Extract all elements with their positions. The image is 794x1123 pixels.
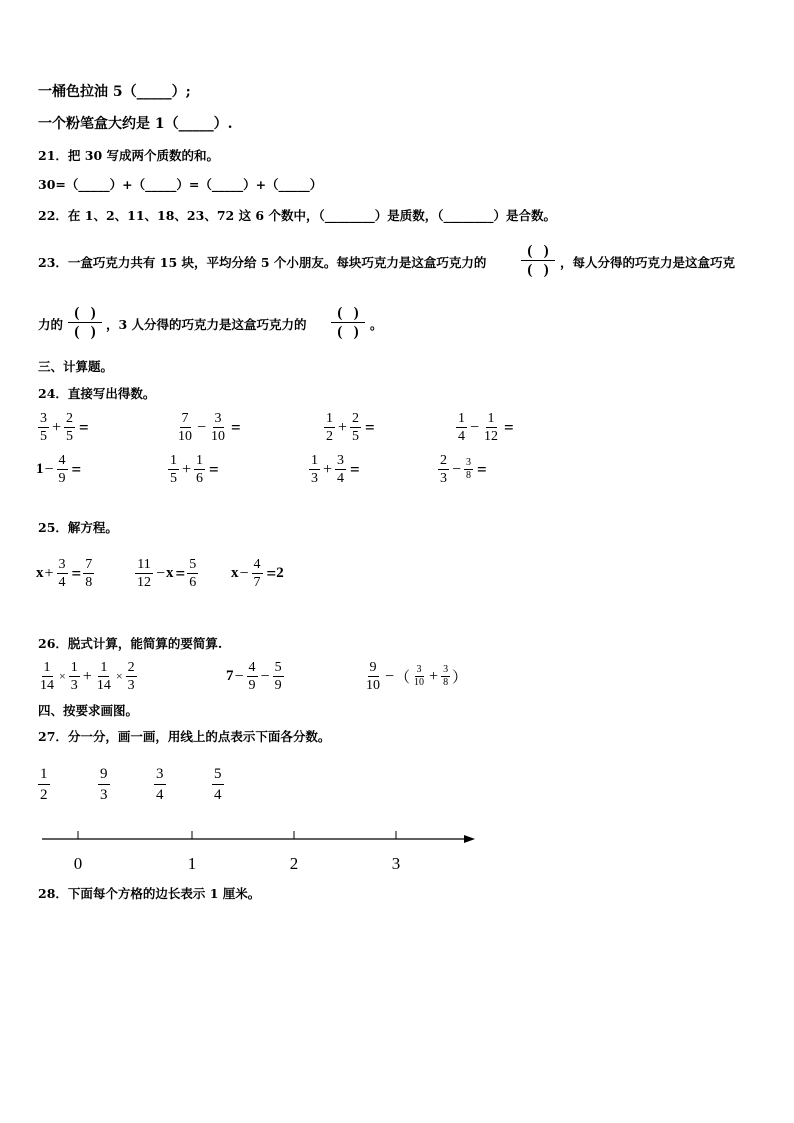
question-23-part-b: ，每人分得的巧克力是这盒巧克 xyxy=(560,255,736,270)
question-23-part-d: ，3 人分得的巧克力是这盒巧克力的 xyxy=(106,317,307,332)
tick-label-3: 3 xyxy=(391,854,401,873)
q27-fraction-4: $\frac{5}{4}$ xyxy=(214,766,222,803)
fraction: $\frac{5}{9}$ xyxy=(274,660,282,693)
fraction: $\frac{1}{14}$ xyxy=(40,660,54,693)
question-26: 26．脱式计算，能简算的要简算. xyxy=(38,636,223,651)
blank-numerator: ( ) xyxy=(527,243,549,259)
question-28: 28．下面每个方格的边长表示 1 厘米。 xyxy=(38,886,261,901)
fraction: $\frac{3}{4}$ xyxy=(58,557,66,590)
line-salad-oil: 一桶色拉油 5（_____）; xyxy=(38,84,191,100)
q25-equation-1: x + $\frac{3}{4}$ = $\frac{7}{8}$ xyxy=(36,557,93,590)
fraction: $\frac{1}{3}$ xyxy=(311,453,318,486)
q26-expression-2: 7 − $\frac{4}{9}$ − $\frac{5}{9}$ xyxy=(226,660,282,693)
fraction: $\frac{1}{5}$ xyxy=(170,453,177,486)
fraction: $\frac{7}{8}$ xyxy=(85,557,93,590)
section-4-heading: 四、按要求画图。 xyxy=(38,703,139,718)
q24-expression-2: $\frac{7}{10}$ − $\frac{3}{10}$ = xyxy=(178,411,241,444)
blank-denominator: ( ) xyxy=(74,324,96,340)
fraction: $\frac{1}{4}$ xyxy=(458,411,465,444)
fraction: $\frac{3}{8}$ xyxy=(443,664,449,688)
q24-expression-4: $\frac{1}{4}$ − $\frac{1}{12}$ = xyxy=(458,411,514,444)
question-23-part-e: 。 xyxy=(370,317,383,332)
fraction: $\frac{4}{7}$ xyxy=(253,557,261,590)
tick-label-0: 0 xyxy=(73,854,83,873)
fraction: $\frac{3}{8}$ xyxy=(466,457,472,481)
q24-expression-3: $\frac{1}{2}$ + $\frac{2}{5}$ = xyxy=(326,411,375,444)
number-line-arrow xyxy=(464,835,475,843)
fraction: $\frac{3}{4}$ xyxy=(337,453,345,486)
fraction: $\frac{1}{6}$ xyxy=(196,453,204,486)
question-21-equation: 30=（_____）+（_____）=（_____）+（_____） xyxy=(38,177,323,192)
question-23-part-c: 力的 xyxy=(38,317,64,332)
q26-expression-1: $\frac{1}{14}$ × $\frac{1}{3}$ + $\frac{1}{14}$ × $\frac{2}{3}$ xyxy=(40,660,135,693)
blank-numerator: ( ) xyxy=(74,305,96,321)
fraction: $\frac{1}{14}$ xyxy=(96,660,111,693)
q25-equation-3: x − $\frac{4}{7}$ = 2 xyxy=(231,557,284,590)
q24-expression-7: $\frac{1}{3}$ + $\frac{3}{4}$ = xyxy=(311,453,360,486)
q25-equation-2: $\frac{11}{12}$ − x = $\frac{5}{6}$ xyxy=(137,557,197,590)
fraction: $\frac{3}{5}$ xyxy=(40,411,47,444)
fraction: $\frac{1}{3}$ xyxy=(70,660,78,693)
question-22: 22．在 1、2、11、18、23、72 这 6 个数中，（________）是质数，（________）是合数。 xyxy=(38,208,556,223)
fraction: $\frac{4}{9}$ xyxy=(248,660,256,693)
line-chalk-box: 一个粉笔盒大约是 1（_____）. xyxy=(38,116,233,132)
question-23-part-a: 23．一盒巧克力共有 15 块，平均分给 5 个小朋友。每块巧克力是这盒巧克力的 xyxy=(38,255,487,270)
fraction: $\frac{11}{12}$ xyxy=(137,557,151,590)
q24-expression-5: 1 − $\frac{4}{9}$ = xyxy=(36,453,82,486)
tick-label-2: 2 xyxy=(289,854,299,873)
question-24: 24．直接写出得数。 xyxy=(38,386,156,401)
fraction: $\frac{2}{3}$ xyxy=(440,453,447,486)
q27-fraction-3: $\frac{3}{4}$ xyxy=(156,766,164,803)
question-27: 27．分一分，画一画，用线上的点表示下面各分数。 xyxy=(38,729,331,744)
fraction: $\frac{3}{10}$ xyxy=(414,664,425,688)
q24-expression-1: $\frac{3}{5}$ + $\frac{2}{5}$ = xyxy=(40,411,89,444)
fraction: $\frac{4}{9}$ xyxy=(58,453,66,486)
fraction: $\frac{3}{10}$ xyxy=(211,411,226,444)
q24-expression-8: $\frac{2}{3}$ − $\frac{3}{8}$ = xyxy=(440,453,487,486)
question-25: 25．解方程。 xyxy=(38,520,118,535)
tick-label-1: 1 xyxy=(187,854,197,873)
section-3-heading: 三、计算题。 xyxy=(38,359,114,374)
fraction: $\frac{2}{5}$ xyxy=(66,411,74,444)
q27-fraction-1: $\frac{1}{2}$ xyxy=(40,766,48,803)
fraction: $\frac{2}{3}$ xyxy=(127,660,135,693)
q26-expression-3: $\frac{9}{10}$ − （ $\frac{3}{10}$ + $\frac{3}{8}$ ） xyxy=(366,660,468,693)
blank-denominator: ( ) xyxy=(527,262,549,278)
q24-expression-6: $\frac{1}{5}$ + $\frac{1}{6}$ = xyxy=(170,453,219,486)
blank-numerator: ( ) xyxy=(337,305,359,321)
fraction: $\frac{7}{10}$ xyxy=(178,411,192,444)
fraction: $\frac{2}{5}$ xyxy=(352,411,360,444)
fraction: $\frac{1}{12}$ xyxy=(484,411,499,444)
question-21: 21．把 30 写成两个质数的和。 xyxy=(38,148,219,163)
q27-fraction-2: $\frac{9}{3}$ xyxy=(100,766,108,803)
fraction: $\frac{1}{2}$ xyxy=(326,411,333,444)
fraction: $\frac{5}{6}$ xyxy=(189,557,197,590)
fraction: $\frac{9}{10}$ xyxy=(366,660,380,693)
blank-denominator: ( ) xyxy=(337,324,359,340)
